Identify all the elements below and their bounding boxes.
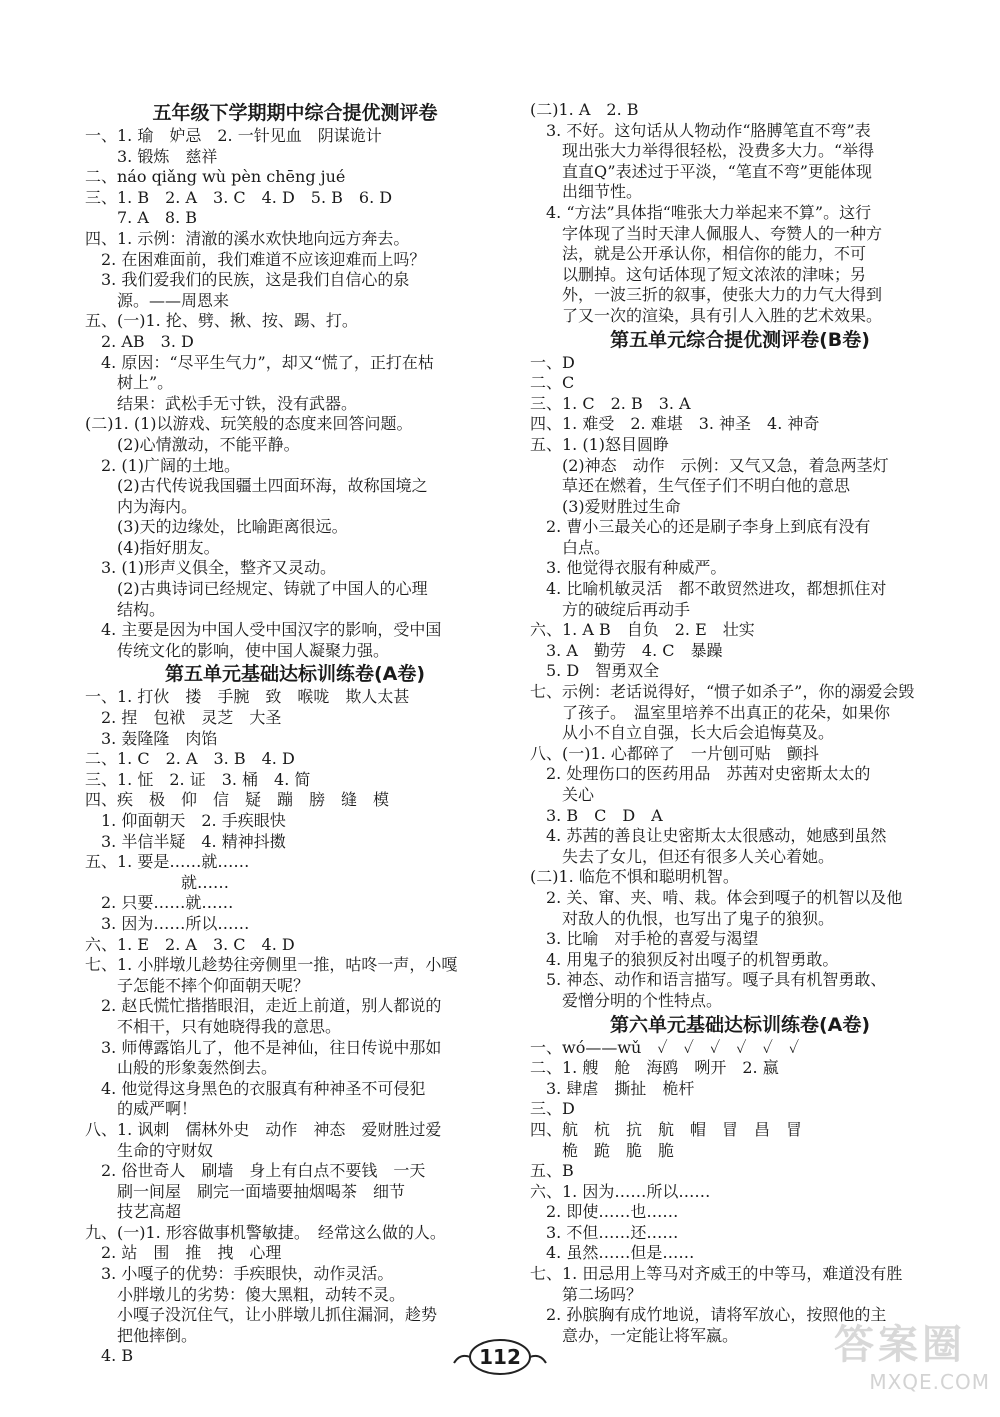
answer-line: 七、1. 小胖墩儿趁势往旁侧里一推，咕咚一声，小嘎 <box>85 955 458 975</box>
answer-line: 八、(一)1. 心都碎了 一片刨可贴 颤抖 <box>530 743 819 763</box>
answer-line: 不相干，只有她晓得我的意思。 <box>85 1016 342 1036</box>
answer-line: 山般的形象轰然倒去。 <box>85 1058 278 1078</box>
answer-line: 六、1. E 2. A 3. C 4. D <box>85 934 295 954</box>
answer-line: 4. 他觉得这身黑色的衣服真有种神圣不可侵犯 <box>85 1078 426 1098</box>
answer-line: 五、(一)1. 抡、劈、揪、按、踢、打。 <box>85 311 358 331</box>
answer-line: 外，一波三折的叙事，使张大力的力气大得到 <box>530 285 883 305</box>
answer-line: 3. 他觉得衣服有种威严。 <box>530 558 727 578</box>
answer-line: (2)神态 动作 示例：又气又急，着急两茎灯 <box>530 455 889 475</box>
answer-line: 3. B C D A <box>530 805 663 825</box>
answer-line: 树上”。 <box>85 373 174 393</box>
answer-line: 3. A 勤劳 4. C 暴躁 <box>530 640 723 660</box>
answer-line: 2. 处理伤口的医药用品 苏茜对史密斯太太的 <box>530 764 871 784</box>
answer-line: 九、(一)1. 形容做事机警敏捷。 经常这么做的人。 <box>85 1222 446 1242</box>
answer-line: 4. 原因：“尽平生气力”，却又“慌了，正打在枯 <box>85 352 434 372</box>
answer-line: 4. B <box>85 1346 134 1366</box>
answer-line: 白点。 <box>530 537 611 557</box>
answer-line: 4. 用鬼子的狼狈反衬出嘎子的机智勇敢。 <box>530 949 839 969</box>
answer-line: 出细节性。 <box>530 182 643 202</box>
answer-line: 三、D <box>530 1099 575 1119</box>
answer-line: 把他摔倒。 <box>85 1325 198 1345</box>
answer-line: 2. 站 围 推 拽 心理 <box>85 1243 282 1263</box>
answer-line: 源。——周恩来 <box>85 290 230 310</box>
answer-line: (二)1. 临危不惧和聪明机智。 <box>530 867 739 887</box>
answer-line: 3. (1)形声义俱全，整齐又灵动。 <box>85 558 337 578</box>
answer-line: 3. 师傅露馅儿了，他不是神仙，往日传说中那如 <box>85 1037 442 1057</box>
answer-line: 3. 轰隆隆 肉馅 <box>85 728 218 748</box>
watermark-url: MXQE.COM <box>869 1370 990 1394</box>
answer-line: 二、náo qiǎng wù pèn chēng jué <box>85 167 346 187</box>
answer-line: 六、1. A B 自负 2. E 壮实 <box>530 620 755 640</box>
answer-line: 五、B <box>530 1161 574 1181</box>
answer-line: 2. 关、窜、夹、啃、栽。体会到嘎子的机智以及他 <box>530 887 903 907</box>
watermark <box>810 1320 990 1410</box>
answer-line: 草还在燃着，生气侄子们不明白他的意思 <box>530 476 851 496</box>
answer-line: 三、1. B 2. A 3. C 4. D 5. B 6. D <box>85 187 393 207</box>
answer-line: 2. AB 3. D <box>85 331 194 351</box>
answer-line: 从小不自立自强，长大后会追悔莫及。 <box>530 723 835 743</box>
answer-line: 5. 神态、动作和语言描写。嘎子具有机智勇敢、 <box>530 970 887 990</box>
answer-line: (2)古代传说我国疆土四面环海，故称国境之 <box>85 476 428 496</box>
page-number <box>448 1337 552 1377</box>
answer-line: 技艺高超 <box>85 1202 182 1222</box>
answer-line: 四、1. 难受 2. 难堪 3. 神圣 4. 神奇 <box>530 414 820 434</box>
answer-line: 三、1. C 2. B 3. A <box>530 393 691 413</box>
answer-line: (3)爱财胜过生命 <box>530 496 681 516</box>
answer-line: (2)心情激动，不能平静。 <box>85 434 300 454</box>
answer-line: 二、1. 艘 舱 海鸥 咧开 2. 嬴 <box>530 1058 779 1078</box>
answer-line: 2. 只要……就…… <box>85 893 234 913</box>
answer-line: 直直Q”表述过于平淡，“笔直不弯”更能体现 <box>530 161 872 181</box>
answer-line: 3. 我们爱我们的民族，这是我们自信心的泉 <box>85 270 410 290</box>
answer-line: 2. 曹小三最关心的还是刷子李身上到底有没有 <box>530 517 871 537</box>
answer-line: 4. 虽然……但是…… <box>530 1243 695 1263</box>
answer-line: 结果：武松手无寸铁，没有武器。 <box>85 393 358 413</box>
answer-line: 2. 即使……也…… <box>530 1202 679 1222</box>
answer-line: 内为海内。 <box>85 496 198 516</box>
answer-line: 5. D 智勇双全 <box>530 661 660 681</box>
answer-line: 法，就是公开承认你，相信你的能力，不可 <box>530 244 867 264</box>
answer-line: 2. 俗世奇人 刷墙 身上有白点不要钱 一天 <box>85 1161 426 1181</box>
answer-line: 4. 苏茜的善良让史密斯太太很感动，她感到虽然 <box>530 826 887 846</box>
answer-line: 二、1. C 2. A 3. B 4. D <box>85 749 295 769</box>
answer-line: 1. 仰面朝天 2. 手疾眼快 <box>85 811 286 830</box>
answer-line: 4. “方法”具体指“唯张大力举起来不算”。这行 <box>530 202 872 222</box>
section-title: 第五单元综合提优测评卷(B卷) <box>610 328 870 351</box>
answer-line: 现出张大力举得很轻松，没费多大力。“举得 <box>530 141 875 161</box>
answer-line: 传统文化的影响，使中国人凝聚力强。 <box>85 640 390 660</box>
answer-line: 四、航 杭 抗 航 帽 冒 昌 冒 <box>530 1119 803 1139</box>
answer-line: 2. 孙膑胸有成竹地说，请将军放心，按照他的主 <box>530 1305 887 1325</box>
answer-line: 关心 <box>530 785 595 804</box>
answer-line: 五、1. (1)怒目圆睁 <box>530 434 670 454</box>
answer-line: 3. 比喻 对手枪的喜爱与渴望 <box>530 929 759 949</box>
answer-line: 4. 主要是因为中国人受中国汉字的影响，受中国 <box>85 620 442 640</box>
answer-line: (二)1. A 2. B <box>530 100 639 119</box>
answer-line: 的威严啊！ <box>85 1099 198 1119</box>
answer-line: 结构。 <box>85 599 166 619</box>
answer-line: 3. 不但……还…… <box>530 1222 679 1242</box>
answer-line: 小胖墩儿的劣势：傻大黑粗，动转不灵。 <box>85 1284 406 1304</box>
answer-line: 3. 肆虐 撕扯 桅杆 <box>530 1078 695 1098</box>
answer-line: (二)1. (1)以游戏、玩笑般的态度来回答问题。 <box>85 414 413 434</box>
answer-line: 三、1. 怔 2. 证 3. 桶 4. 简 <box>85 769 311 789</box>
left-column <box>85 100 505 1367</box>
answer-line: 四、疾 极 仰 信 疑 蹦 膀 缝 模 <box>85 790 390 810</box>
answer-line: 了孩子。 温室里培养不出真正的花朵，如果你 <box>530 702 891 722</box>
answer-line: 二、C <box>530 373 575 393</box>
answer-line: 2. 赵氏慌忙揩揩眼泪，走近上前道，别人都说的 <box>85 996 442 1016</box>
answer-line: 3. 小嘎子的优势：手疾眼快，动作灵活。 <box>85 1264 394 1284</box>
answer-line: 方的破绽后再动手 <box>530 599 691 619</box>
answer-line: (2)古典诗词已经规定、铸就了中国人的心理 <box>85 579 428 599</box>
answer-line: 爱憎分明的个性特点。 <box>530 990 723 1010</box>
answer-line: 一、1. 瑜 妒忌 2. 一针见血 阴谋诡计 <box>85 126 382 145</box>
answer-line: 七、示例：老话说得好，“惯子如杀子”，你的溺爱会毁 <box>530 682 915 702</box>
answer-line: 4. 比喻机敏灵活 都不敢贸然进攻，都想抓住对 <box>530 579 887 599</box>
answer-line: 一、wó——wǔ ✓ ✓ ✓ ✓ ✓ ✓ <box>530 1037 800 1057</box>
section-title: 第六单元基础达标训练卷(A卷) <box>609 1013 871 1036</box>
answer-line: 7. A 8. B <box>85 208 198 228</box>
page-number-text: 112 <box>479 1345 521 1369</box>
right-column <box>530 100 950 1346</box>
answer-line: 失去了女儿，但还有很多人关心着她。 <box>530 846 835 866</box>
answer-line: 3. 因为……所以…… <box>85 913 250 933</box>
answer-line: 生命的守财奴 <box>85 1140 214 1160</box>
answer-line: 一、1. 打伙 搂 手腕 致 喉咙 欺人太甚 <box>85 687 410 707</box>
answer-line: 桅 跪 脆 脆 <box>530 1140 675 1160</box>
answer-line: 对敌人的仇恨，也写出了鬼子的狼狈。 <box>530 908 835 928</box>
answer-line: 2. (1)广阔的土地。 <box>85 455 241 475</box>
answer-line: 3. 半信半疑 4. 精神抖擞 <box>85 831 286 851</box>
answer-line: 2. 捏 包袱 灵芝 大圣 <box>85 708 282 728</box>
section-title: 第五单元基础达标训练卷(A卷) <box>164 663 426 686</box>
answer-line: 刷一间屋 刷完一面墙要抽烟喝茶 细节 <box>85 1181 406 1201</box>
answer-line: 3. 锻炼 慈祥 <box>85 146 218 166</box>
answer-line: 2. 在困难面前，我们难道不应该迎难而上吗？ <box>85 249 426 269</box>
answer-line: 以删掉。这句话体现了短文浓浓的津味；另 <box>530 264 867 284</box>
section-title: 五年级下学期期中综合提优测评卷 <box>152 102 438 124</box>
answer-line: 七、1. 田忌用上等马对齐威王的中等马，难道没有胜 <box>530 1264 903 1284</box>
answer-line: 一、D <box>530 352 575 372</box>
answer-line: 3. 不好。这句话从人物动作“胳膊笔直不弯”表 <box>530 120 871 140</box>
answer-line: (3)天的边缘处，比喻距离很远。 <box>85 517 348 537</box>
answer-line: 了又一次的渲染，具有引人入胜的艺术效果。 <box>530 305 883 325</box>
answer-line: 第二场吗？ <box>530 1284 643 1304</box>
answer-line: (4)指好朋友。 <box>85 537 220 557</box>
answer-line: 八、1. 讽刺 儒林外史 动作 神态 爱财胜过爱 <box>85 1119 442 1139</box>
answer-line: 意办，一定能让将军嬴。 <box>530 1325 739 1345</box>
answer-line: 六、1. 因为……所以…… <box>530 1181 711 1201</box>
watermark-logo-text: 答案圈 <box>834 1322 966 1368</box>
answer-line: 子怎能不摔个仰面朝天呢？ <box>85 975 310 995</box>
answer-line: 字体现了当时天津人佩服人、夸赞人的一种方 <box>530 223 883 243</box>
answer-line: 五、1. 要是……就…… <box>85 852 250 872</box>
answer-line: 就…… <box>85 872 230 892</box>
answer-line: 小嘎子没沉住气，让小胖墩儿抓住漏洞，趁势 <box>85 1305 438 1325</box>
answer-line: 四、1. 示例：清澈的溪水欢快地向远方奔去。 <box>85 228 410 248</box>
